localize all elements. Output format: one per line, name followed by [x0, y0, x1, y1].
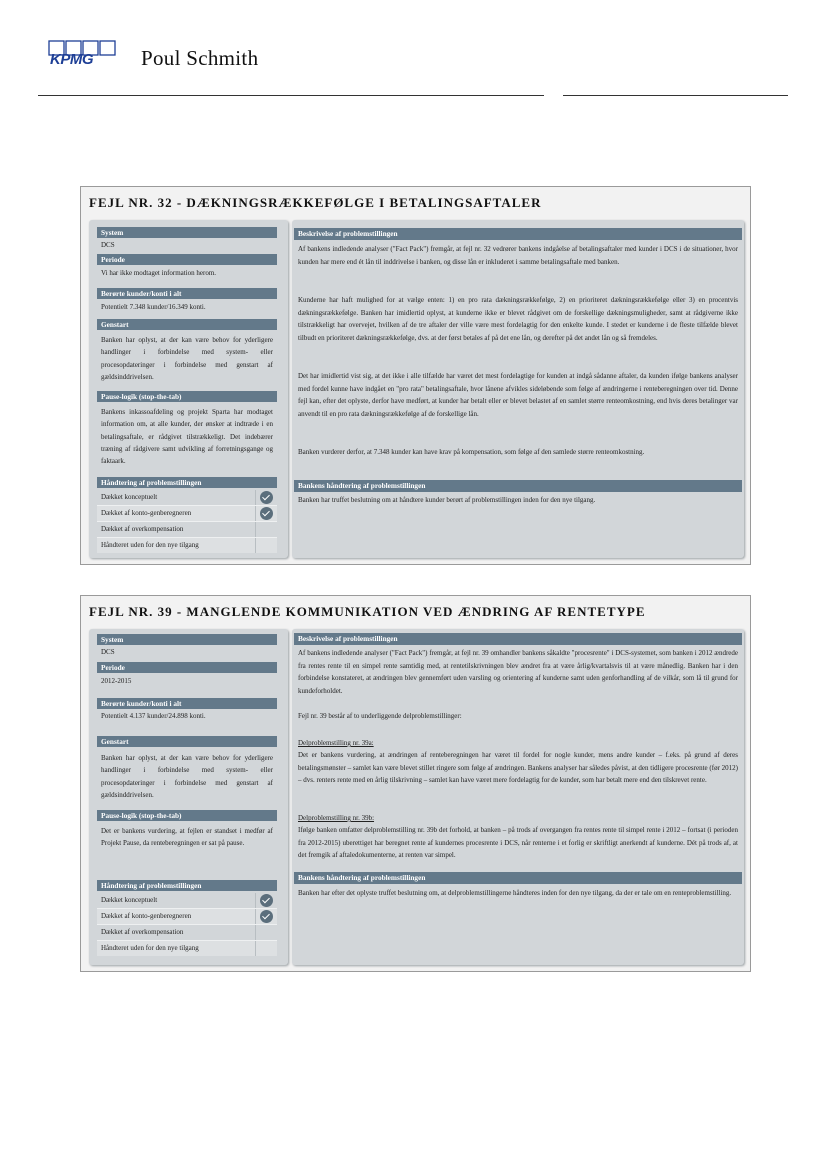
bank-handtering-header: Bankens håndtering af problemstillingen [294, 480, 742, 492]
handtering-row-label: Dækket af konto-genberegneren [101, 509, 192, 517]
pause-header: Pause-logik (stop-the-tab) [97, 810, 277, 821]
bank-handtering-text: Banken har efter det oplyste truffet beslutning om, at delproblemstillingerne håndteres inden for den nye tilgang, da der er tale om en renteproblemstilling. [298, 889, 732, 897]
description-panel [292, 220, 744, 558]
beskrivelse-paragraph: Det har imidlertid vist sig, at det ikke i alle tilfælde har været det mest fordelagtige for kunden at indgå sådanne aftaler, da kunden ifølge bankens analyser med fordel kunne have indgået en "pro rata" betalingsaftale, hvor lånene afvikles sideløbende som følge af ændringerne i renteberegningen over tid. Denne fejl kan, efter det oplyste, derfor have medført, at kunder har betalt eller er blevet belastet af en samlet større renteomkostning, end hvis deres betalinger var anvendt til en pro rata dækningsrækkefølge af de forskellige lån. [298, 372, 738, 418]
handtering-row-label: Dækket konceptuelt [101, 896, 158, 904]
bank-handtering-header: Bankens håndtering af problemstillingen [294, 872, 742, 884]
beskrivelse-header: Beskrivelse af problemstillingen [294, 228, 742, 240]
beskrivelse-paragraph: Fejl nr. 39 består af to underliggende delproblemstillinger: [298, 712, 462, 720]
handtering-row-label: Håndteret uden for den nye tilgang [101, 541, 199, 549]
check-circle-icon [260, 910, 273, 923]
kpmg-logo-text: KPMG [50, 51, 93, 68]
system-header: System [97, 634, 277, 645]
beroerte-value: Potentielt 7.348 kunder/16.349 konti. [101, 303, 206, 311]
delproblem-39b-text: Ifølge banken omfatter delproblemstilling nr. 39b det forhold, at banken – på trods af overgangen fra rentes rente til simpel rente i 2012 – fortsat (i perioden fra 2012-2015) uberettiget har beregnet rente af kundernes procesrente i DCS, når renterne i et forlig er skriftligt anerkendt af kunderne. Dét på trods af, at det fremgik af aftaledokumenterne, at renten var simpel. [298, 826, 738, 860]
beskrivelse-paragraph: Kunderne har haft mulighed for at vælge enten: 1) en pro rata dækningsrækkefølge, 2) en prioriteret dækningsrækkefølge eller 3) en procentvis dækningsrækkefølge. Banken har imidlertid oplyst, at kunderne ikke er blevet rådgivet om de forskellige dækningsmuligheder, samt at rådgiverne ikke tilstrækkeligt har overvejet, hvilken af de tre aftaler der ville være mest fordelagtig for den enkelte kunde. I stedet er kunderne i de fleste tilfælde blevet tilbudt en prioriteret dækningsrækkefølge, dvs. at der først betales af på det ene lån, og derefter på det andet lån og så fremdeles. [298, 296, 738, 342]
beroerte-header: Berørte kunder/konti i alt [97, 288, 277, 299]
handtering-header: Håndtering af problemstillingen [97, 880, 277, 891]
handtering-row-konceptuelt [97, 893, 277, 908]
handtering-header: Håndtering af problemstillingen [97, 477, 277, 488]
info-panel [89, 629, 288, 965]
firm-name: Poul Schmith [141, 46, 259, 70]
description-panel [292, 629, 744, 965]
bank-handtering-text: Banken har truffet beslutning om at håndtere kunder berørt af problemstillingen inden for den nye tilgang. [298, 496, 596, 504]
handtering-row-label: Håndteret uden for den nye tilgang [101, 944, 199, 952]
handtering-row-label: Dækket af overkompensation [101, 928, 184, 936]
check-circle-icon [260, 491, 273, 504]
beskrivelse-paragraph: Af bankens indledende analyser ("Fact Pack") fremgår, at fejl nr. 39 omhandler bankens såkaldte "procesrente" i DCS-systemet, som banken i 2012 ændrede fra rentes rente til en simpel rente samtidig med, at rentetilskrivningen blev ændret fra at være årlig/kvartalsvis til at være månedlig. Banken har i den forbindelse konstateret, at ændringen blev gennemført uden varsling og orientering af kunderne samt uden genforhandling af de vilkår, som lå til grund for kundeforholdet. [298, 649, 738, 695]
header-rule-right [563, 95, 788, 96]
delproblem-39a-text: Det er bankens vurdering, at ændringen af renteberegningen har været til fordel for nogle kunder, mens andre kunder – f.eks. på grund af deres betalingsmønster – samlet kan være blevet stillet ringere som følge af ændringen. Bankens analyser har således påvist, at den tidligere procesrente (før 2012) – dvs. renters rente med en årlig tilskrivning – samlet kan have været mere fordelagtig for de kunder, som har betalt mere end den tilskrevet rente. [298, 751, 738, 785]
beskrivelse-header: Beskrivelse af problemstillingen [294, 633, 742, 645]
handtering-row-konceptuelt [97, 490, 277, 505]
error-card-39 [80, 595, 751, 972]
periode-value: Vi har ikke modtaget information herom. [101, 269, 217, 277]
genstart-header: Genstart [97, 319, 277, 330]
genstart-value: Banken har oplyst, at der kan være behov for yderligere handlinger i forbindelse med system- eller procesopdateringer i forbindelse med genstart af gældsinddrivelsen. [101, 336, 273, 381]
beskrivelse-paragraph: Banken vurderer derfor, at 7.348 kunder kan have krav på kompensation, som følge af den samlede større renteomkostning. [298, 448, 645, 456]
handtering-row-uden-for [97, 538, 277, 553]
check-circle-icon [260, 894, 273, 907]
genstart-value: Banken har oplyst, at der kan være behov for yderligere handlinger i forbindelse med system- eller procesopdateringer i forbindelse med genstart af gældsinddrivelsen. [101, 754, 273, 799]
pause-value: Det er bankens vurdering, at fejlen er standset i medfør af Projekt Pause, da renteberegningen er sat på pause. [101, 827, 273, 848]
page-header [0, 0, 827, 100]
handtering-row-label: Dækket af konto-genberegneren [101, 912, 192, 920]
error-card-32 [80, 186, 751, 565]
handtering-row-uden-for [97, 941, 277, 956]
pause-value: Bankens inkassoafdeling og projekt Sparta har modtaget information om, at alle kunder, der ønsker at indtræde i en betalingsaftale, er rådgivet tilstrækkeligt. Det indebærer træning af rådgivere samt udvikling af forretningsgange og faktaark. [101, 408, 273, 466]
header-rule-left [38, 95, 544, 96]
handtering-row-overkompensation [97, 925, 277, 940]
system-header: System [97, 227, 277, 238]
handtering-row-label: Dækket konceptuelt [101, 493, 158, 501]
check-circle-icon [260, 507, 273, 520]
periode-header: Periode [97, 254, 277, 265]
pause-header: Pause-logik (stop-the-tab) [97, 391, 277, 402]
beroerte-header: Berørte kunder/konti i alt [97, 698, 277, 709]
handtering-row-label: Dækket af overkompensation [101, 525, 184, 533]
delproblem-39a-label: Delproblemstilling nr. 39a: [298, 739, 374, 747]
card-title: FEJL NR. 32 - DÆKNINGSRÆKKEFØLGE I BETALINGSAFTALER [89, 195, 542, 210]
system-value: DCS [101, 241, 115, 249]
info-panel [89, 220, 288, 558]
system-value: DCS [101, 648, 115, 656]
handtering-row-konto-genberegneren [97, 506, 277, 521]
card-title: FEJL NR. 39 - MANGLENDE KOMMUNIKATION VED ÆNDRING AF RENTETYPE [89, 604, 646, 619]
periode-header: Periode [97, 662, 277, 673]
delproblem-39b-label: Delproblemstilling nr. 39b: [298, 814, 375, 822]
beskrivelse-paragraph: Af bankens indledende analyser ("Fact Pack") fremgår, at fejl nr. 32 vedrører bankens indgåelse af betalingsaftaler med kunder i DCS i de situationer, hvor kunden har mere end ét lån til inddrivelse i banken, og disse lån er inkluderet i samme betalingsaftale med banken. [298, 245, 738, 266]
handtering-row-konto-genberegneren [97, 909, 277, 924]
genstart-header: Genstart [97, 736, 277, 747]
periode-value: 2012-2015 [101, 677, 132, 685]
handtering-row-overkompensation [97, 522, 277, 537]
beroerte-value: Potentielt 4.137 kunder/24.898 konti. [101, 712, 206, 720]
